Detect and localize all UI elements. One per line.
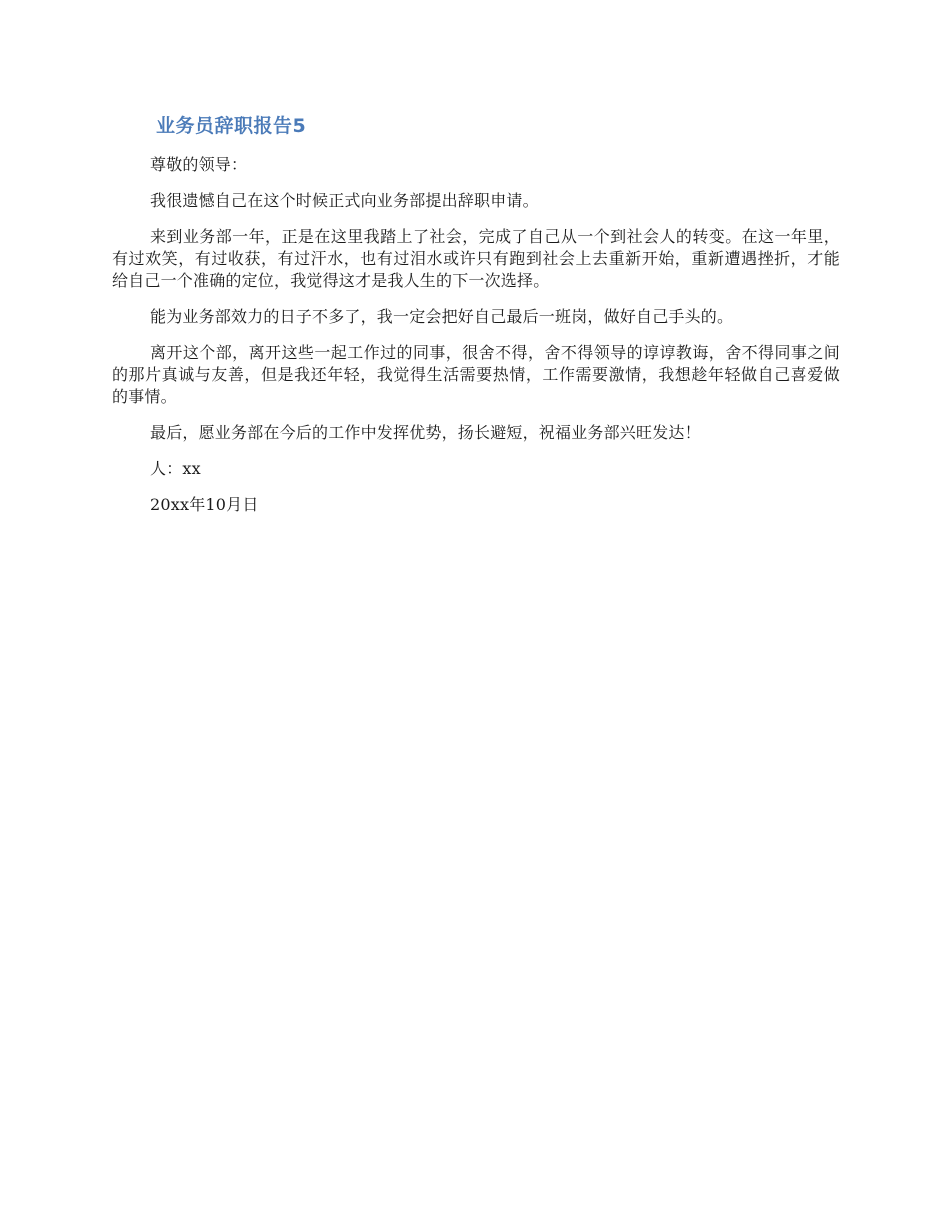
body-paragraph: 我很遗憾自己在这个时候正式向业务部提出辞职申请。 [150, 191, 539, 210]
body-paragraph: 来到业务部一年，正是在这里我踏上了社会，完成了自己从一个到社会人的转变。在这一年里，有过欢笑，有过收获，有过汗水，也有过泪水或许只有跑到社会上去重新开始，重新遭遇挫折，才能给自己一个准确的定位，我觉得这才是我人生的下一次选择。 [112, 227, 840, 290]
document-content [112, 112, 840, 530]
document-title: 业务员辞职报告5 [156, 115, 307, 137]
body-paragraph: 能为业务部效力的日子不多了，我一定会把好自己最后一班岗，做好自己手头的。 [150, 307, 734, 326]
date-line: 20xx年10月日 [150, 495, 259, 514]
body-paragraph: 离开这个部，离开这些一起工作过的同事，很舍不得，舍不得领导的谆谆教诲，舍不得同事之间的那片真诚与友善，但是我还年轻，我觉得生活需要热情，工作需要激情，我想趁年轻做自己喜爱做的事情。 [112, 343, 840, 406]
salutation: 尊敬的领导： [150, 155, 248, 174]
closing-paragraph: 最后，愿业务部在今后的工作中发挥优势，扬长避短，祝福业务部兴旺发达！ [150, 423, 701, 442]
signature-line: 人：xx [150, 459, 201, 478]
